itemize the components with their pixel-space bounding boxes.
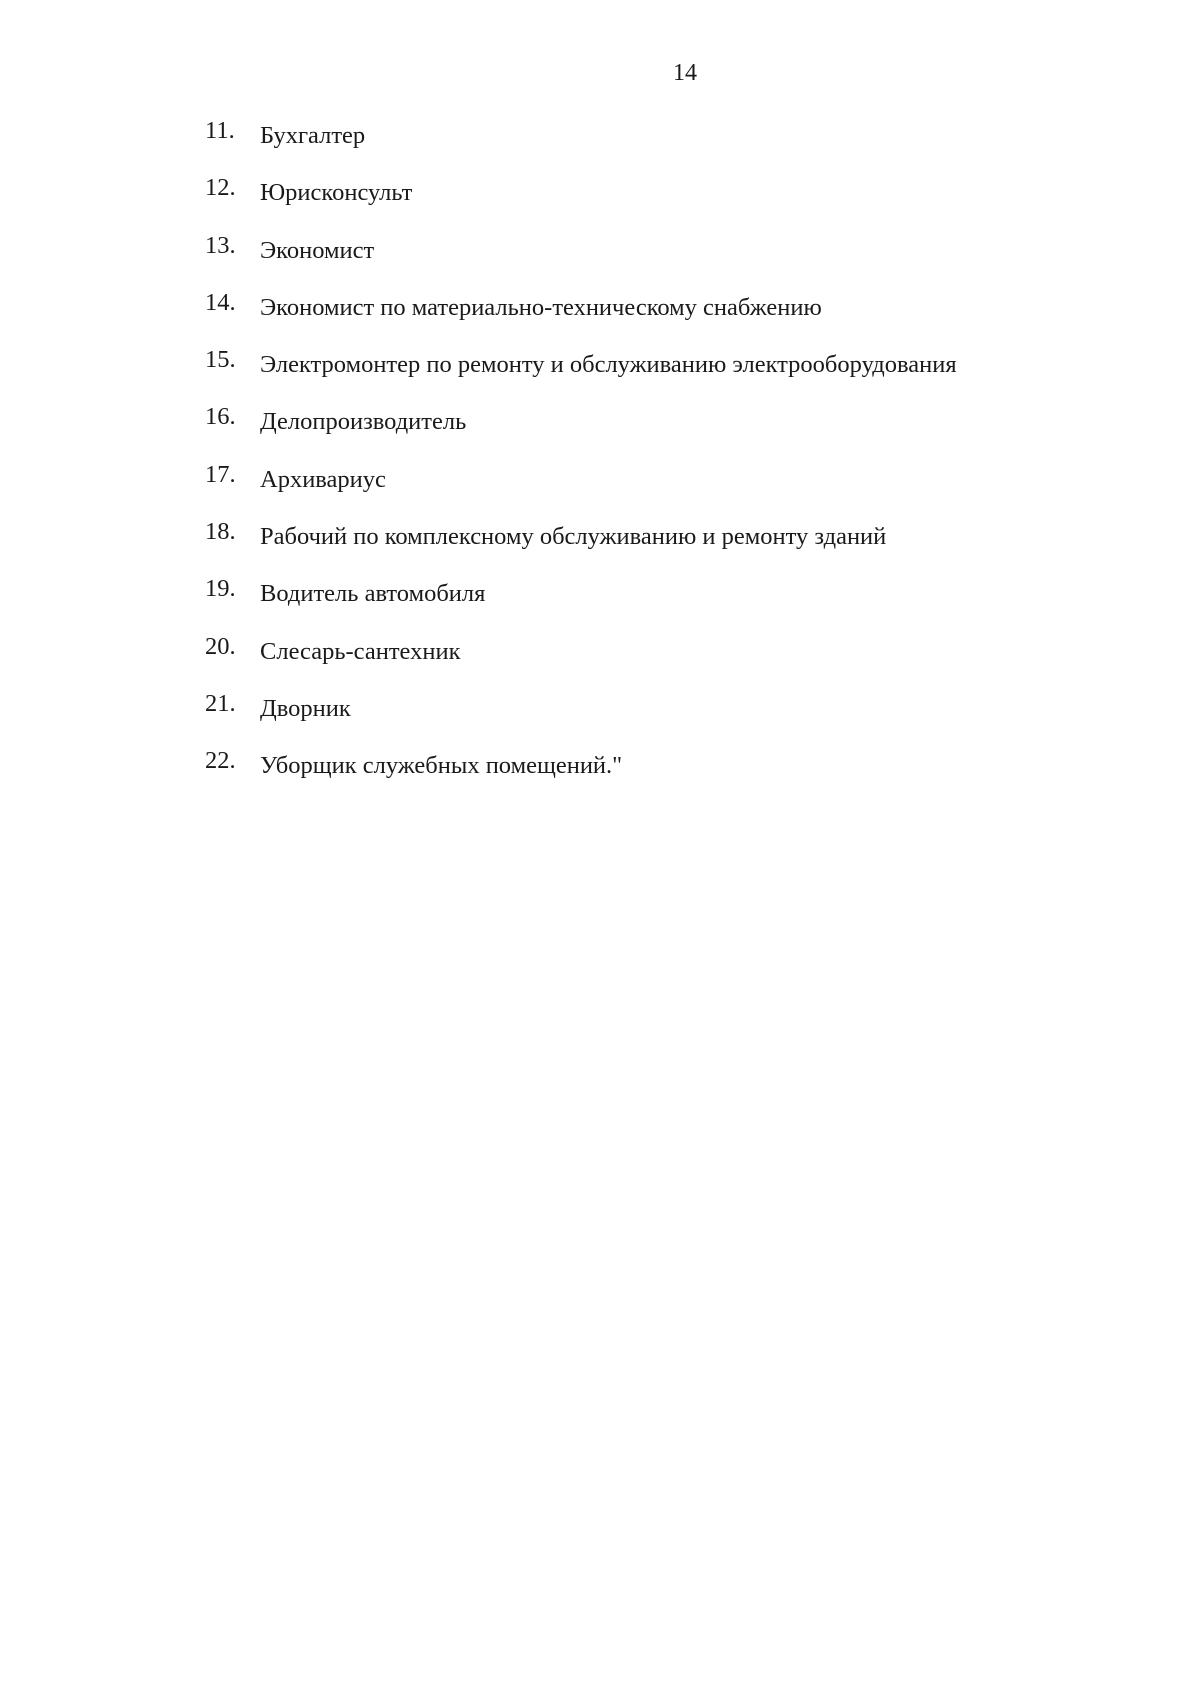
item-text: Дворник <box>260 694 351 722</box>
list-item <box>205 575 957 637</box>
item-number: 22. <box>205 747 236 775</box>
item-number: 21. <box>205 689 236 717</box>
item-number: 20. <box>205 632 236 660</box>
list-item <box>205 632 957 695</box>
item-number: 15. <box>205 346 236 374</box>
item-text: Электромонтер по ремонту и обслуживанию электрооборудования <box>260 351 957 379</box>
item-number: 14. <box>205 288 236 316</box>
item-text: Делопроизводитель <box>260 408 467 436</box>
list-item <box>205 518 957 580</box>
item-text: Рабочий по комплексному обслуживанию и ремонту зданий <box>260 523 887 551</box>
item-number: 18. <box>205 518 236 546</box>
item-text: Уборщик служебных помещений." <box>260 752 623 780</box>
list-item <box>205 117 957 179</box>
item-number: 16. <box>205 403 236 431</box>
item-text: Бухгалтер <box>260 122 366 149</box>
item-number: 13. <box>205 231 236 259</box>
list-item <box>205 346 957 408</box>
list-item <box>205 174 957 236</box>
list-item <box>205 689 957 752</box>
item-number: 12. <box>205 174 236 202</box>
item-text: Слесарь-сантехник <box>260 637 461 665</box>
position-list <box>205 117 957 810</box>
item-text: Юрисконсульт <box>260 179 413 207</box>
page-number: 14 <box>673 60 697 86</box>
list-item <box>205 403 957 465</box>
item-text: Архивариус <box>260 465 386 493</box>
item-number: 17. <box>205 460 236 488</box>
list-item <box>205 288 957 351</box>
item-text: Экономист <box>260 236 375 264</box>
item-number: 11. <box>205 117 235 144</box>
list-item <box>205 747 957 809</box>
list-item <box>205 460 957 523</box>
item-number: 19. <box>205 575 236 603</box>
item-text: Экономист по материально-техническому снабжению <box>260 293 822 321</box>
list-item <box>205 231 957 294</box>
item-text: Водитель автомобиля <box>260 580 486 608</box>
